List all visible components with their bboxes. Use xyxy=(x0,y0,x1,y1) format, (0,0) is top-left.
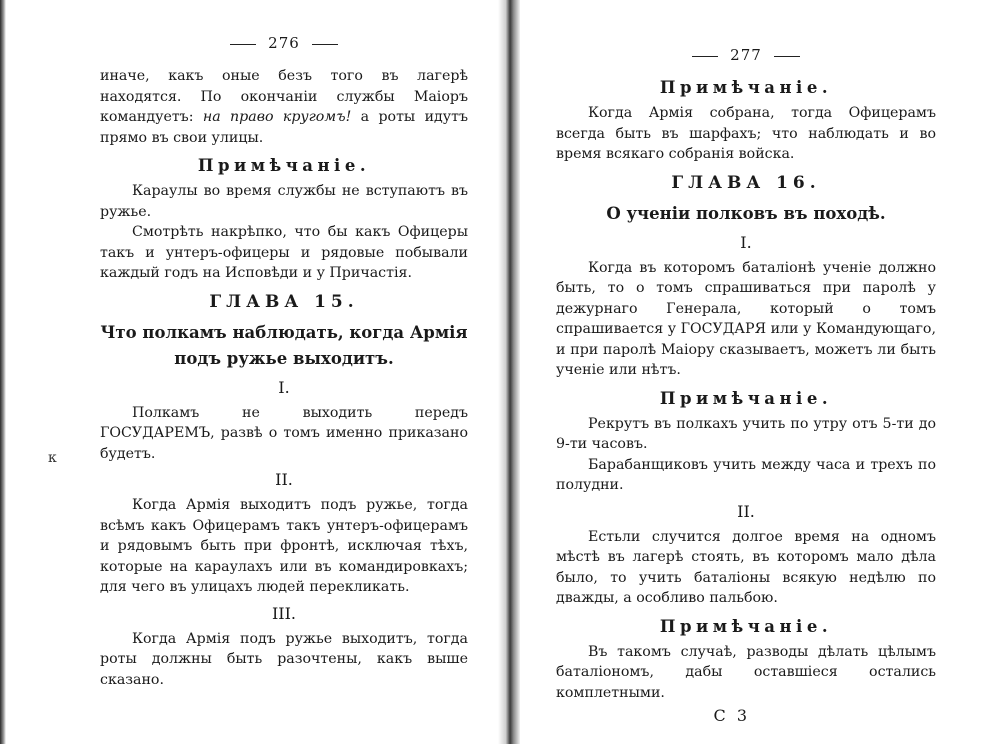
chapter-heading: ГЛАВА 15. xyxy=(209,291,359,312)
paragraph-tail: а роты идутъ прямо въ свои улицы. xyxy=(100,109,468,146)
note-paragraph: Рекрутъ въ полкахъ учить по утру отъ 5-ти до 9-ти часовъ. xyxy=(556,415,936,452)
section-number: II. xyxy=(737,501,755,521)
chapter-heading: ГЛАВА 16. xyxy=(671,172,821,193)
page-number-dash xyxy=(774,56,800,57)
page-number-right xyxy=(556,46,936,64)
note-paragraph: Когда Армія собрана, тогда Офицерамъ всегда быть въ шарфахъ; что наблюдать и во время всякаго собранія войска. xyxy=(556,105,936,162)
page-number-text: 277 xyxy=(730,46,762,64)
page-number-left xyxy=(100,34,468,52)
section-paragraph: Когда въ которомъ баталіонѣ ученіе должно быть, то о томъ спрашиваться при паролѣ у дежурнаго Генерала, который о томъ спрашивается у ГОСУДАРЯ или у Командующаго, и при паролѣ Маіору сказываетъ, можетъ ли быть ученіе или нѣтъ. xyxy=(556,259,936,378)
note-paragraph: Смотрѣть накрѣпко, что бы какъ Офицеры такъ и унтеръ-офицеры и рядовые побывали каждый годъ на Исповѣди и у Причастія. xyxy=(100,224,468,281)
page-number-text: 276 xyxy=(268,34,300,52)
section-paragraph: Естьли случится долгое время на одномъ мѣстѣ въ лагерѣ стоять, въ которомъ мало дѣла было, то учить баталіоны всякую недѣлю по дважды, а особливо пальбою. xyxy=(556,528,936,606)
note-paragraph: Въ такомъ случаѣ, разводы дѣлать цѣлымъ баталіономъ, дабы оставшіеся остались комплетными. xyxy=(556,643,936,701)
page-number-dash xyxy=(692,56,718,57)
note-heading: Примѣчаніе. xyxy=(659,78,833,97)
page-number-dash xyxy=(312,44,338,45)
command-italic: на право кругомъ! xyxy=(202,109,352,125)
note-heading: Примѣчаніе. xyxy=(659,616,833,636)
page-number-dash xyxy=(230,44,256,45)
note-heading: Примѣчаніе. xyxy=(197,156,371,175)
section-paragraph: Когда Армія выходитъ подъ ружье, тогда всѣмъ какъ Офицерамъ такъ унтеръ-офицерамъ и рядовымъ быть при фронтѣ, исключая тѣхъ, которые на караулахъ или въ командировкахъ; для чего въ улицахъ людей перекликать. xyxy=(100,497,468,595)
right-page xyxy=(516,0,1000,744)
note-paragraph: Караулы во время службы не вступаютъ въ ружье. xyxy=(100,183,468,220)
note-heading: Примѣчаніе. xyxy=(659,388,833,408)
margin-mark: к xyxy=(48,450,57,466)
note-paragraph: Барабанщиковъ учить между часа и трехъ по полудни. xyxy=(556,456,936,493)
chapter-title: Что полкамъ наблюдать, когда Армія подъ ружье выходитъ. xyxy=(100,322,468,368)
section-paragraph: Полкамъ не выходить передъ ГОСУДАРЕМЪ, развѣ о томъ именно приказано будетъ. xyxy=(100,404,468,462)
paragraph-continued xyxy=(100,66,468,148)
section-number: III. xyxy=(271,603,297,623)
section-number: I. xyxy=(740,232,752,252)
section-number: I. xyxy=(278,377,290,397)
section-number: II. xyxy=(275,470,293,489)
section-paragraph: Когда Армія подъ ружье выходитъ, тогда роты должны быть разочтены, какъ выше сказано. xyxy=(100,630,468,688)
signature-mark: С 3 xyxy=(713,706,750,725)
paragraph-text: иначе, какъ оные безъ того въ лагерѣ находятся. По окончаніи службы Маіоръ командуетъ: xyxy=(100,68,468,125)
chapter-title: О ученіи полковъ въ походѣ. xyxy=(606,203,886,223)
